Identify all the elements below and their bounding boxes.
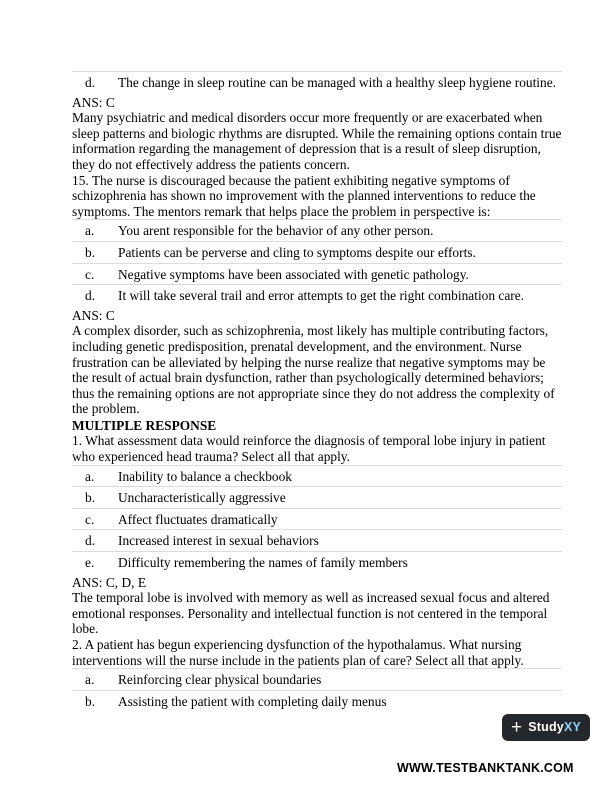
answer-option bbox=[72, 529, 562, 551]
option-text: Inability to balance a checkbook bbox=[118, 468, 293, 484]
option-letter: d. bbox=[85, 288, 96, 304]
answer-option bbox=[72, 219, 562, 241]
section-heading: MULTIPLE RESPONSE bbox=[72, 417, 217, 433]
plus-icon: + bbox=[510, 717, 523, 738]
paragraph: The temporal lobe is involved with memory as well as increased sexual focus and altered emotional responses. Personality and intellectual function is not centered in the temporal lobe. bbox=[72, 590, 550, 637]
paragraph: ANS: C bbox=[72, 94, 115, 110]
option-text: Reinforcing clear physical boundaries bbox=[118, 672, 322, 688]
badge-label: StudyXY bbox=[528, 719, 582, 734]
answer-option bbox=[72, 241, 562, 263]
option-text: Increased interest in sexual behaviors bbox=[118, 533, 319, 549]
option-text: Difficulty remembering the names of family members bbox=[118, 555, 408, 571]
option-text: Assisting the patient with completing daily menus bbox=[118, 693, 387, 709]
answer-option bbox=[72, 486, 562, 508]
paragraph: 2. A patient has begun experiencing dysfunction of the hypothalamus. What nursing interventions will the nurse include in the patients plan of care? Select all that apply. bbox=[72, 637, 524, 668]
option-letter: c. bbox=[85, 511, 95, 527]
option-text: It will take several trail and error attempts to get the right combination care. bbox=[118, 288, 525, 304]
answer-option bbox=[72, 668, 562, 690]
answer-option bbox=[72, 465, 562, 487]
option-text: Patients can be perverse and cling to symptoms despite our efforts. bbox=[118, 244, 476, 260]
option-text: Negative symptoms have been associated with genetic pathology. bbox=[118, 266, 469, 282]
paragraph: A complex disorder, such as schizophrenia, most likely has multiple contributing factors, including genetic predisposition, prenatal development, and the environment. Nurse frustration can be alleviated by helping the nurse realize that negative symptoms may be the result of actual brain dysfunction, rather than psychologically determined behaviors; thus the remaining options are not appropriate since they do not address the complexity of the problem. bbox=[72, 323, 555, 417]
document-body bbox=[72, 71, 562, 711]
answer-option bbox=[72, 508, 562, 530]
paragraph: Many psychiatric and medical disorders occur more frequently or are exacerbated when sleep patterns and biologic rhythms are disrupted. While the remaining options contain true information regarding the management of depression that is a result of sleep disruption, they do not effectively address the patients concern. bbox=[72, 110, 562, 172]
option-letter: d. bbox=[85, 75, 96, 90]
option-letter: e. bbox=[85, 555, 95, 571]
option-letter: a. bbox=[85, 468, 95, 484]
option-text: The change in sleep routine can be managed with a healthy sleep hygiene routine. bbox=[118, 75, 557, 90]
answer-option bbox=[72, 263, 562, 285]
answer-option bbox=[72, 551, 562, 573]
option-letter: b. bbox=[85, 693, 96, 709]
answer-option bbox=[72, 284, 562, 306]
paragraph: 1. What assessment data would reinforce the diagnosis of temporal lobe injury in patient who experienced head trauma? Select all that apply. bbox=[72, 433, 546, 465]
option-letter: c. bbox=[85, 266, 95, 282]
option-letter: b. bbox=[85, 490, 96, 506]
answer-option bbox=[72, 690, 562, 712]
paragraph: ANS: C bbox=[72, 307, 115, 323]
option-letter: d. bbox=[85, 533, 96, 549]
footer-url[interactable]: WWW.TESTBANKTANK.COM bbox=[397, 761, 574, 775]
option-text: Uncharacteristically aggressive bbox=[118, 490, 286, 506]
option-letter: a. bbox=[85, 223, 95, 239]
option-letter: a. bbox=[85, 672, 95, 688]
paragraph: 15. The nurse is discouraged because the patient exhibiting negative symptoms of schizophrenia has shown no improvement with the planned interventions to reduce the symptoms. The mentors remark that helps place the problem in perspective is: bbox=[72, 172, 536, 219]
paragraph: ANS: C, D, E bbox=[72, 574, 147, 590]
option-text: Affect fluctuates dramatically bbox=[118, 511, 278, 527]
studyxy-badge[interactable] bbox=[502, 714, 590, 741]
answer-option bbox=[72, 71, 562, 93]
option-text: You arent responsible for the behavior of any other person. bbox=[118, 223, 434, 239]
option-letter: b. bbox=[85, 244, 96, 260]
